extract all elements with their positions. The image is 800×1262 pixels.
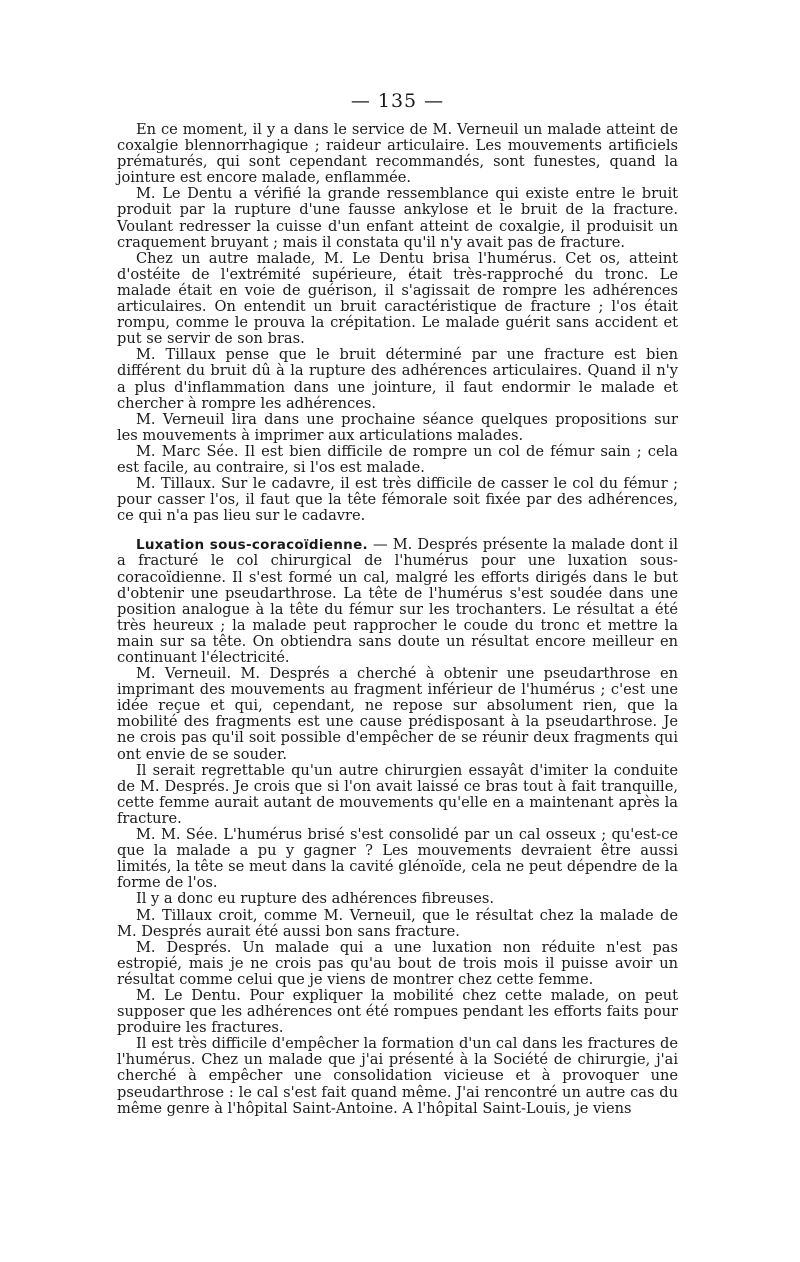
body-text — [117, 122, 678, 1117]
paragraph: M. Tillaux croit, comme M. Verneuil, que le résultat chez la malade de M. Després aurait été aussi bon sans fracture. — [117, 906, 678, 940]
paragraph: M. Le Dentu. Pour expliquer la mobilité chez cette malade, on peut supposer que les adhérences ont été rompues pendant les efforts faits pour produire les fractures. — [117, 986, 678, 1037]
paragraph: Il serait regrettable qu'un autre chirurgien essayât d'imiter la conduite de M. Després. Je crois que si l'on avait laissé ce bras tout à fait tranquille, cette femme aurait autant de mouvements qu'elle en a maintenant après la fracture. — [117, 761, 678, 827]
paragraph: M. Marc Sée. Il est bien difficile de rompre un col de fémur sain ; cela est facile, au contraire, si l'os est malade. — [117, 442, 678, 476]
paragraph: M. Tillaux pense que le bruit déterminé par une fracture est bien différent du bruit dû à la rupture des adhérences articulaires. Quand il n'y a plus d'inflammation dans une jointure, il faut endormir le malade et chercher à rompre les adhérences. — [117, 346, 678, 412]
paragraph: M. Verneuil. M. Després a cherché à obtenir une pseudarthrose en imprimant des mouvements au fragment inférieur de l'humérus ; c'est une idée reçue et qui, cependant, ne repose sur absolument rien, que la mobilité des fragments est une cause prédisposant à la pseudarthrose. Je ne crois pas qu'il soit possible d'empêcher de se réunir deux fragments qui ont envie de se souder. — [117, 665, 678, 763]
section-intro: — M. Després présente la malade dont il a fracturé le col chirurgical de l'humérus pour une luxation sous-coracoïdienne. Il s'est formé un cal, malgré les efforts dirigés dans le but d'obtenir une pseudarthrose. La tête de l'humérus s'est soudée dans une position analogue à la tête du fémur sur les trochanters. Le résultat a été très heureux ; la malade peut rapprocher le coude du tronc et mettre la main sur sa tête. On obtiendra sans doute un résultat encore meilleur en continuant l'électricité. — [117, 536, 678, 666]
paragraph: M. Després. Un malade qui a une luxation non réduite n'est pas estropié, mais je ne crois pas qu'au bout de trois mois il puisse avoir un résultat comme celui que je viens de montrer chez cette femme. — [117, 938, 678, 988]
page-number: — 135 — — [350, 90, 445, 112]
section-title: Luxation sous-coracoïdienne. — [135, 537, 368, 554]
paragraph: Chez un autre malade, M. Le Dentu brisa l'humérus. Cet os, atteint d'ostéite de l'extrémité supérieure, était très-rapproché du tronc. Le malade était en voie de guérison, il s'agissait de rompre les adhérences articulaires. On entendit un bruit caractéristique de fracture ; l'os était rompu, comme le prouva la crépitation. Le malade guérit sans accident et put se servir de son bras. — [117, 249, 678, 348]
paragraph: M. Verneuil lira dans une prochaine séance quelques propositions sur les mouvements à imprimer aux articulations malades. — [117, 410, 678, 444]
paragraph: En ce moment, il y a dans le service de M. Verneuil un malade atteint de coxalgie blennorrhagique ; raideur articulaire. Les mouvements artificiels prématurés, qui sont cependant recommandés, sont funestes, quand la jointure est encore malade, enflammée. — [117, 121, 678, 187]
paragraph: Il est très difficile d'empêcher la formation d'un cal dans les fractures de l'humérus. Chez un malade que j'ai présenté à la Société de chirurgie, j'ai cherché à empêcher une consolidation vicieuse et à provoquer une pseudarthrose : le cal s'est fait quand même. J'ai rencontré un autre cas du même genre à l'hôpital Saint-Antoine. A l'hôpital Saint-Louis, je viens — [117, 1035, 678, 1117]
paragraph: M. Tillaux. Sur le cadavre, il est très difficile de casser le col du fémur ; pour casser l'os, il faut que la tête fémorale soit fixée par des adhérences, ce qui n'a pas lieu sur le cadavre. — [117, 475, 678, 525]
paragraph: M. Le Dentu a vérifié la grande ressemblance qui existe entre le bruit produit par la rupture d'une fausse ankylose et le bruit de la fracture. Voulant redresser la cuisse d'un enfant atteint de coxalgie, il produisit un craquement bruyant ; mais il constata qu'il n'y avait pas de fracture. — [117, 185, 678, 251]
paragraph: Il y a donc eu rupture des adhérences fibreuses. — [135, 890, 494, 908]
section-paragraph — [117, 537, 678, 666]
paragraph: M. M. Sée. L'humérus brisé s'est consolidé par un cal osseux ; qu'est-ce que la malade a pu y gagner ? Les mouvements devraient être aussi limités, la tête se meut dans la cavité glénoïde, cela ne peut dépendre de la forme de l'os. — [117, 826, 678, 892]
